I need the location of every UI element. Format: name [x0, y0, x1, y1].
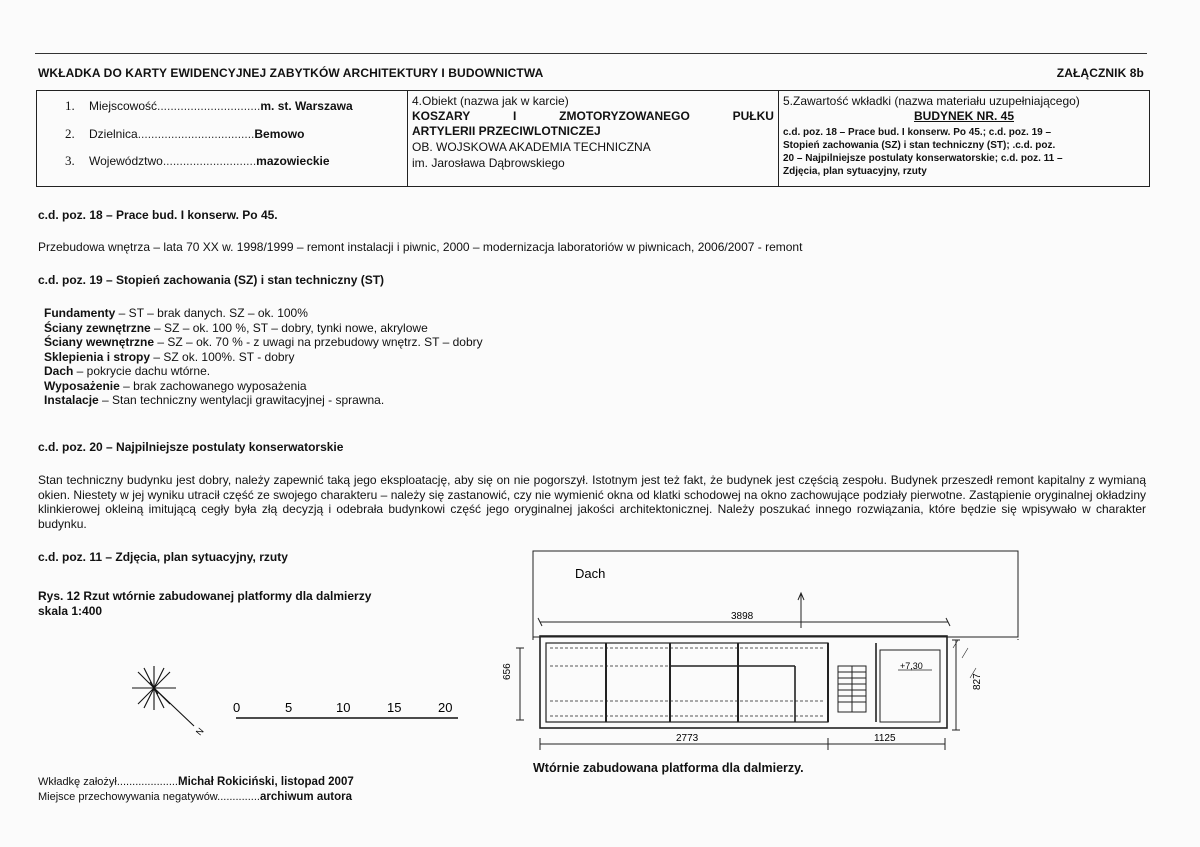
storage-line — [38, 791, 352, 803]
object-name-line3: OB. WOJSKOWA AKADEMIA TECHNICZNA — [412, 140, 651, 154]
desc: – pokrycie dachu wtórne. — [73, 364, 211, 378]
contents-line3: 20 – Najpilniejsze postulaty konserwatorskie; c.d. poz. 11 – — [783, 153, 1063, 164]
object-heading: 4.Obiekt (nazwa jak w karcie) — [412, 94, 569, 108]
dim-top: 3898 — [731, 611, 754, 622]
object-name-line2: ARTYLERII PRZECIWLOTNICZEJ — [412, 124, 601, 138]
contents-box — [778, 90, 1150, 187]
term: Wyposażenie — [44, 378, 120, 393]
scale-tick: 5 — [285, 700, 293, 715]
contents-heading: 5.Zawartość wkładki (nazwa materiału uzupełniającego) — [783, 94, 1080, 108]
level-mark: +7,30 — [900, 661, 923, 671]
term: Sklepienia i stropy — [44, 349, 151, 364]
dot-leader: ............................... — [157, 99, 261, 113]
word: ZMOTORYZOWANEGO — [559, 109, 690, 123]
contents-line1: c.d. poz. 18 – Prace bud. I konserw. Po 45.; c.d. poz. 19 – — [783, 127, 1052, 138]
section-11-title: c.d. poz. 11 – Zdjęcia, plan sytuacyjny, rzuty — [38, 550, 288, 564]
form-title: WKŁADKA DO KARTY EWIDENCYJNEJ ZABYTKÓW ARCHITEKTURY I BUDOWNICTWA — [38, 66, 544, 80]
object-name-line4: im. Jarosława Dąbrowskiego — [412, 156, 565, 170]
list-item — [44, 306, 483, 321]
list-item — [44, 379, 483, 394]
annex-label: ZAŁĄCZNIK 8b — [1056, 66, 1144, 80]
scale-tick: 15 — [387, 700, 402, 715]
object-name-line1 — [412, 110, 774, 123]
term: Ściany wewnętrzne — [44, 335, 155, 349]
section-19-title: c.d. poz. 19 – Stopień zachowania (SZ) i stan techniczny (ST) — [38, 273, 385, 287]
section-18-title: c.d. poz. 18 – Prace bud. I konserw. Po 45. — [38, 208, 278, 222]
author-value: Michał Rokiciński, listopad 2007 — [177, 776, 354, 788]
district-row — [65, 126, 304, 142]
term: Instalacje — [44, 393, 99, 407]
north-label: N — [193, 725, 206, 738]
row-number: 3. — [65, 153, 75, 168]
scale-tick: 10 — [336, 700, 351, 715]
figure-title-line1: Rys. 12 Rzut wtórnie zabudowanej platformy dla dalmierzy — [38, 589, 372, 603]
figure-scale: skala 1:400 — [38, 604, 103, 618]
locality-row — [65, 98, 353, 114]
term: Fundamenty — [44, 306, 116, 320]
dot-leader: ................................... — [137, 127, 255, 141]
figure-caption: Wtórnie zabudowana platforma dla dalmierzy. — [533, 761, 804, 775]
desc: – SZ – ok. 100 %, ST – dobry, tynki nowe, akrylowe — [150, 320, 428, 335]
desc: – SZ ok. 100%. ST - dobry — [150, 349, 295, 364]
dot-leader: .................... — [116, 776, 178, 788]
contents-line2: Stopień zachowania (SZ) i stan techniczny (ST); .c.d. poz. — [783, 140, 1056, 151]
desc: – SZ – ok. 70 % - z uwagi na przebudowy wnętrz. ST – dobry — [154, 335, 483, 349]
desc: – Stan techniczny wentylacji grawitacyjnej - sprawna. — [98, 393, 385, 407]
scale-bar — [233, 700, 458, 718]
list-item — [44, 321, 483, 336]
floor-plan — [480, 548, 1040, 758]
location-box — [36, 90, 408, 187]
dim-bottom-left: 2773 — [676, 733, 699, 744]
row-label: Dzielnica — [89, 127, 138, 141]
header-rule — [35, 53, 1147, 54]
north-arrow-icon — [132, 666, 194, 726]
word: PUŁKU — [732, 109, 774, 123]
dim-right: 827 — [972, 673, 983, 690]
figure-title — [38, 589, 371, 619]
row-label: Województwo — [89, 154, 163, 168]
list-item — [44, 393, 483, 408]
scale-tick: 0 — [233, 700, 241, 715]
dot-leader: ............................ — [162, 154, 257, 168]
list-item — [44, 364, 483, 379]
row-label: Miejscowość — [89, 99, 158, 113]
term: Dach — [44, 364, 74, 378]
word: KOSZARY — [412, 109, 471, 123]
voivodeship-value: mazowieckie — [256, 154, 330, 168]
list-item — [44, 335, 483, 350]
storage-value: archiwum autora — [259, 791, 352, 803]
contents-line4: Zdjęcia, plan sytuacyjny, rzuty — [783, 166, 927, 177]
author-label: Wkładkę założył — [38, 776, 117, 788]
row-number: 2. — [65, 126, 75, 141]
desc: – ST – brak danych. SZ – ok. 100% — [115, 306, 308, 320]
dim-bottom-right: 1125 — [874, 733, 896, 744]
term: Ściany zewnętrzne — [44, 320, 151, 335]
section-20-title: c.d. poz. 20 – Najpilniejsze postulaty konserwatorskie — [38, 440, 344, 454]
roof-outline — [533, 551, 1018, 637]
author-line — [38, 776, 354, 788]
object-box — [407, 90, 779, 187]
condition-list — [44, 306, 483, 408]
north-and-scale — [120, 660, 465, 755]
row-number: 1. — [65, 98, 75, 113]
voivodeship-row — [65, 153, 330, 169]
word: I — [513, 109, 517, 123]
dim-left: 656 — [502, 663, 513, 680]
section-20-text: Stan techniczny budynku jest dobry, należy zapewnić taką jego eksploatację, aby się on nie pogorszył. Istotnym jest też fakt, że budynek jest częścią zespołu. Budynek przeszedł remont kapitalny z wymianą okien. Niestety w jej wyniku utracił część ze swojego charakteru – należy się zastanowić, czy nie wymienić okna od klatki schodowej na okno zachowujące podziały pierwotne. Zastąpienie oryginalnej okładziny klinkierowej okleiną imitującą cegły była złą decyzją i odebrała budynkowi część jego oryginalnej jakości architektonicznej. Należy poszukać innego rozwiązania, które będzie się wpisywało w charakter budynku. — [38, 473, 1146, 531]
dot-leader: .............. — [217, 791, 260, 803]
district-value: Bemowo — [254, 127, 305, 141]
locality-value: m. st. Warszawa — [260, 99, 353, 113]
roof-label: Dach — [575, 566, 606, 581]
scale-tick: 20 — [438, 700, 453, 715]
section-18-text: Przebudowa wnętrza – lata 70 XX w. 1998/1999 – remont instalacji i piwnic, 2000 – modernizacja laboratoriów w piwnicach, 2006/2007 - remont — [38, 240, 803, 254]
desc: – brak zachowanego wyposażenia — [119, 378, 307, 393]
storage-label: Miejsce przechowywania negatywów — [38, 791, 218, 803]
list-item — [44, 350, 483, 365]
building-number: BUDYNEK NR. 45 — [913, 109, 1015, 123]
